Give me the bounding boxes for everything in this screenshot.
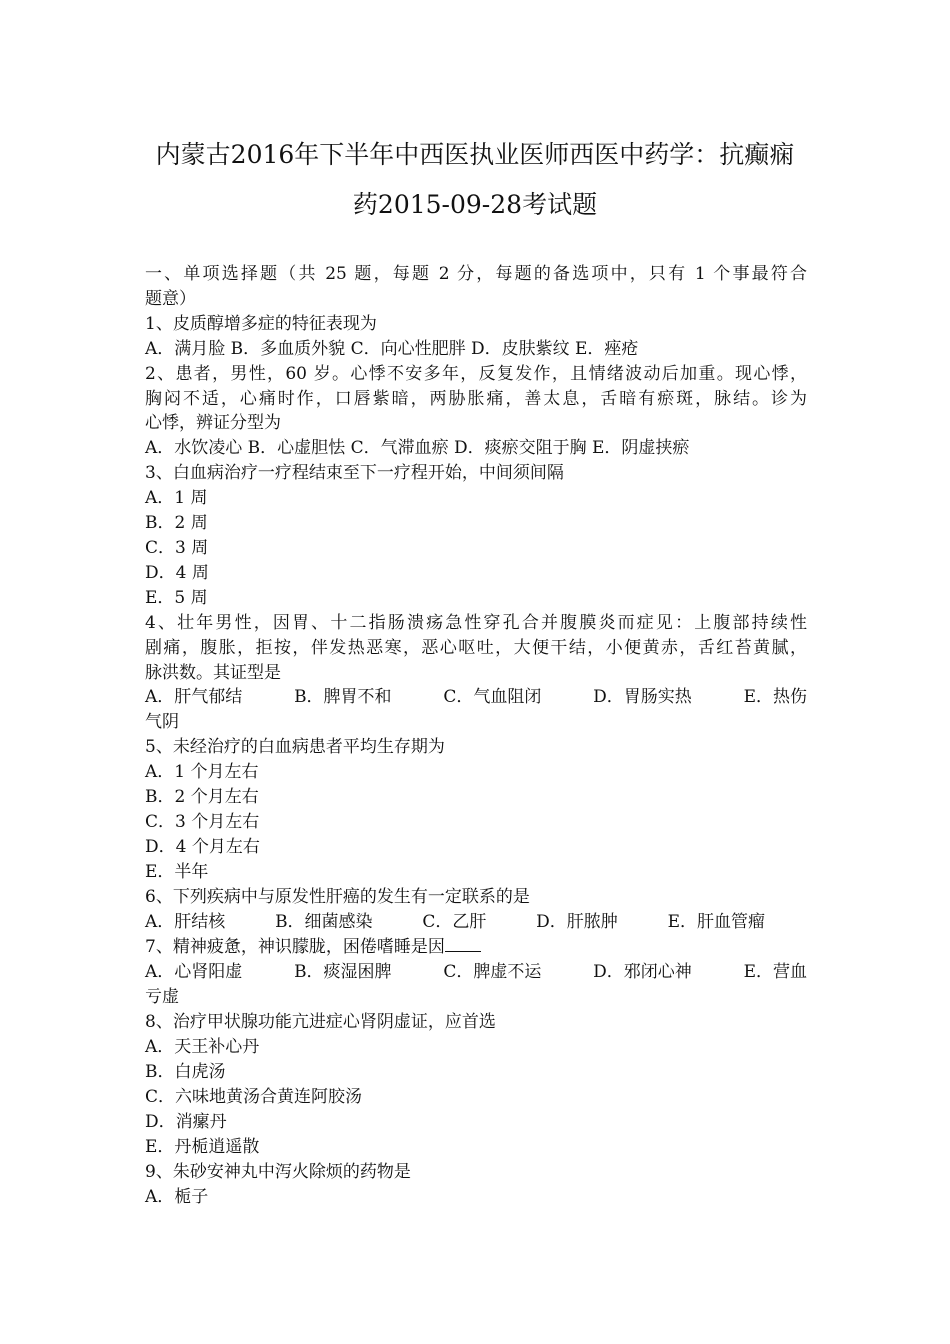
q4-option-b: B．脾胃不和: [294, 687, 392, 708]
q7-stem-line: [145, 934, 807, 960]
q6-option-b: B．细菌感染: [275, 911, 373, 932]
title-line-1: 内蒙古2016年下半年中西医执业医师西医中药学：抗癫痫: [155, 140, 795, 169]
q2-stem-line-2: 胸闷不适，心痛时作，口唇紫暗，两胁胀痛，善太息，舌暗有瘀斑，脉结。诊为: [145, 388, 807, 409]
document-body: [145, 262, 807, 1209]
q7-stem: 7、精神疲惫，神识朦胧，困倦嗜睡是因: [145, 937, 445, 958]
q6-option-d: D．肝脓肿: [536, 911, 618, 932]
q3-option-a: A．1 周: [145, 488, 208, 509]
title-line-2: 药2015-09-28考试题: [352, 190, 598, 219]
q6-option-c: C．乙肝: [422, 911, 487, 932]
q9-stem: 9、朱砂安神丸中泻火除烦的药物是: [145, 1161, 411, 1182]
q7-options-row: [145, 960, 807, 985]
q4-option-c: C．气血阻闭: [443, 687, 542, 708]
q6-option-a: A．肝结核: [145, 911, 226, 932]
q3-option-d: D．4 周: [145, 562, 209, 583]
q4-option-e: E．热伤: [743, 687, 807, 708]
q1-options: A．满月脸 B．多血质外貌 C．向心性肥胖 D．皮肤紫纹 E．痤疮: [145, 338, 639, 359]
q7-option-a: A．心肾阳虚: [145, 962, 243, 983]
section-heading-line-1: 一、单项选择题（共 25 题，每题 2 分，每题的备选项中，只有 1 个事最符合: [145, 264, 807, 284]
q7-option-d: D．邪闭心神: [593, 962, 692, 983]
document-title: [120, 130, 830, 230]
q5-stem: 5、未经治疗的白血病患者平均生存期为: [145, 737, 445, 758]
q6-option-e: E．肝血管瘤: [667, 911, 765, 932]
q4-option-a: A．肝气郁结: [145, 687, 243, 708]
q8-option-e: E．丹栀逍遥散: [145, 1136, 260, 1157]
q4-option-d: D．胃肠实热: [593, 687, 692, 708]
q3-option-e: E．5 周: [145, 587, 208, 608]
q5-option-e: E．半年: [145, 861, 209, 882]
q4-stem-line-3: 脉洪数。其证型是: [145, 662, 281, 683]
q2-options: A．水饮凌心 B．心虚胆怯 C．气滞血瘀 D．痰瘀交阻于胸 E．阴虚挟瘀: [145, 438, 690, 459]
q5-option-d: D．4 个月左右: [145, 836, 260, 857]
q3-stem: 3、白血病治疗一疗程结束至下一疗程开始，中间须间隔: [145, 463, 564, 484]
q8-option-d: D．消瘰丹: [145, 1111, 227, 1132]
q2-stem-line-3: 心悸，辨证分型为: [145, 413, 281, 434]
q3-option-b: B．2 周: [145, 513, 208, 534]
q5-option-a: A．1 个月左右: [145, 762, 259, 783]
q7-option-b: B．痰湿困脾: [294, 962, 392, 983]
q4-stem-line-2: 剧痛，腹胀，拒按，伴发热恶寒，恶心呕吐，大便干结，小便黄赤，舌红苔黄腻，: [145, 637, 807, 658]
q5-option-b: B．2 个月左右: [145, 787, 259, 808]
section-heading-line-2: 题意）: [145, 288, 196, 309]
q8-option-b: B．白虎汤: [145, 1062, 226, 1082]
q1-stem: 1、皮质醇增多症的特征表现为: [145, 313, 377, 334]
q7-option-e-continued: 亏虚: [145, 987, 179, 1008]
q2-stem-line-1: 2、患者，男性，60 岁。心悸不安多年，反复发作，且情绪波动后加重。现心悸，: [145, 363, 807, 384]
q3-option-c: C．3 周: [145, 537, 209, 558]
q4-options-row: [145, 685, 807, 710]
q6-options-row: [145, 910, 807, 935]
q5-option-c: C．3 个月左右: [145, 811, 260, 832]
q8-option-c: C．六味地黄汤合黄连阿胶汤: [145, 1086, 363, 1107]
answer-blank: [445, 934, 481, 952]
q6-stem: 6、下列疾病中与原发性肝癌的发生有一定联系的是: [145, 886, 530, 907]
q4-option-e-continued: 气阴: [145, 712, 179, 733]
q9-option-a: A．栀子: [145, 1186, 209, 1207]
q8-stem: 8、治疗甲状腺功能亢进症心肾阴虚证，应首选: [145, 1012, 496, 1033]
q7-option-e: E．营血: [743, 962, 807, 983]
q8-option-a: A．天王补心丹: [145, 1037, 260, 1058]
q7-option-c: C．脾虚不运: [443, 962, 542, 983]
q4-stem-line-1: 4、壮年男性，因胃、十二指肠溃疡急性穿孔合并腹膜炎而症见：上腹部持续性: [145, 612, 807, 633]
